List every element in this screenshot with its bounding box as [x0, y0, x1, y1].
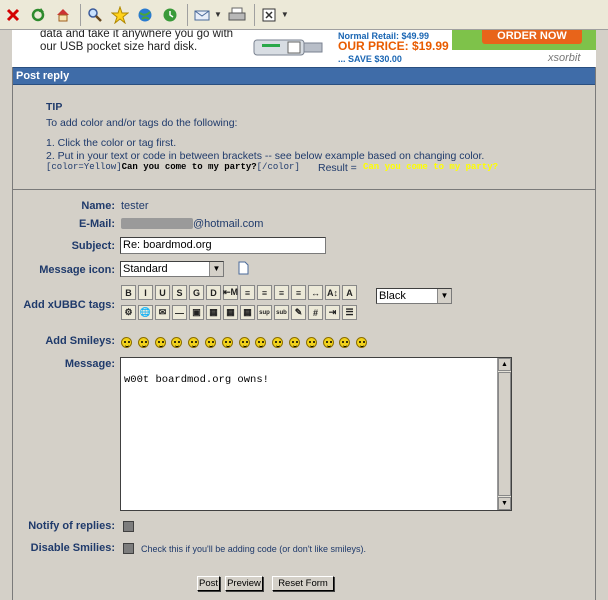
- media-icon[interactable]: [134, 4, 156, 26]
- favorites-icon[interactable]: [109, 4, 131, 26]
- banner-our-price: OUR PRICE: $19.99: [338, 39, 449, 53]
- disable-smilies-label: Disable Smilies:: [30, 542, 115, 554]
- ubbc-tag-button[interactable]: I: [138, 285, 153, 300]
- smiley-icon[interactable]: [171, 337, 182, 348]
- tip-title: TIP: [46, 101, 63, 113]
- ubbc-tag-button[interactable]: ≡: [291, 285, 306, 300]
- message-textarea[interactable]: [120, 357, 512, 511]
- tip-code-text: Can you come to my party?: [121, 162, 257, 172]
- ubbc-tag-button[interactable]: B: [121, 285, 136, 300]
- scroll-up-icon[interactable]: ▲: [498, 358, 511, 371]
- smileys-label: Add Smileys:: [45, 335, 115, 347]
- smiley-icon[interactable]: [155, 337, 166, 348]
- ubbc-tag-button[interactable]: ≡: [240, 285, 255, 300]
- home-icon[interactable]: [52, 4, 74, 26]
- subject-input[interactable]: Re: boardmod.org: [120, 237, 326, 254]
- smiley-icon[interactable]: [306, 337, 317, 348]
- message-icon-select[interactable]: [120, 261, 224, 277]
- color-select[interactable]: [376, 288, 452, 304]
- tip-result-label: Result =: [318, 162, 357, 174]
- ubbc-tag-button[interactable]: sup: [257, 305, 272, 320]
- notify-label: Notify of replies:: [28, 520, 115, 532]
- ubbc-tag-button[interactable]: 🌐: [138, 305, 153, 320]
- stop-icon[interactable]: [2, 4, 24, 26]
- ubbc-tag-button[interactable]: ✎: [291, 305, 306, 320]
- order-now-button[interactable]: ORDER NOW: [482, 30, 582, 44]
- chevron-down-icon[interactable]: ▼: [437, 289, 451, 303]
- refresh-icon[interactable]: [27, 4, 49, 26]
- chevron-down-icon[interactable]: ▼: [209, 262, 223, 276]
- toolbar-separator: [187, 4, 188, 26]
- browser-toolbar: [0, 0, 608, 30]
- subject-label: Subject:: [71, 240, 115, 252]
- email-suffix: @hotmail.com: [193, 218, 264, 230]
- post-reply-panel: [12, 67, 596, 600]
- post-button[interactable]: Post: [198, 578, 218, 589]
- print-icon[interactable]: [226, 4, 248, 26]
- ubbc-tag-button[interactable]: ⇥: [325, 305, 340, 320]
- ubbc-label: Add xUBBC tags:: [23, 299, 115, 311]
- smiley-icon[interactable]: [239, 337, 250, 348]
- message-text: w00t boardmod.org owns!: [124, 374, 269, 386]
- mail-icon[interactable]: [191, 4, 213, 26]
- section-divider: [13, 189, 595, 190]
- banner-ad[interactable]: [12, 30, 596, 67]
- ubbc-tag-button[interactable]: ≡: [257, 285, 272, 300]
- color-select-value: Black: [379, 290, 406, 302]
- ubbc-tag-button[interactable]: ↔: [308, 285, 323, 300]
- chevron-down-icon[interactable]: ▼: [214, 10, 222, 19]
- document-icon: [238, 261, 249, 275]
- ubbc-tag-button[interactable]: A↕: [325, 285, 340, 300]
- email-label: E-Mail:: [78, 218, 115, 230]
- reset-form-button[interactable]: Reset Form: [272, 576, 334, 591]
- smiley-icon[interactable]: [339, 337, 350, 348]
- ubbc-tag-button[interactable]: D: [206, 285, 221, 300]
- ubbc-tag-button[interactable]: ▦: [206, 305, 221, 320]
- smiley-icon[interactable]: [121, 337, 132, 348]
- tip-result-value: Can you come to my party?: [363, 162, 499, 172]
- preview-button[interactable]: Preview: [225, 576, 263, 591]
- notify-checkbox[interactable]: [123, 521, 134, 532]
- usb-drive-image: [252, 34, 328, 60]
- tip-code-close: [/color]: [256, 162, 300, 172]
- ubbc-tag-button[interactable]: S: [172, 285, 187, 300]
- ubbc-tag-button[interactable]: ≡: [274, 285, 289, 300]
- panel-title: Post reply: [13, 67, 595, 85]
- ubbc-tag-button[interactable]: ⚙: [121, 305, 136, 320]
- disable-smilies-checkbox[interactable]: [123, 543, 134, 554]
- ubbc-tag-button[interactable]: sub: [274, 305, 289, 320]
- smiley-icon[interactable]: [323, 337, 334, 348]
- ubbc-tag-button[interactable]: ⇤M: [223, 285, 238, 300]
- ubbc-tag-button[interactable]: ✉: [155, 305, 170, 320]
- history-icon[interactable]: [159, 4, 181, 26]
- email-redacted: [121, 218, 193, 229]
- smiley-icon[interactable]: [356, 337, 367, 348]
- banner-retail-price: Normal Retail: $49.99: [338, 31, 430, 41]
- toolbar-separator: [254, 4, 255, 26]
- chevron-down-icon[interactable]: ▼: [280, 10, 289, 19]
- scroll-thumb[interactable]: [498, 372, 511, 496]
- ubbc-tag-button[interactable]: ▦: [240, 305, 255, 320]
- ubbc-tag-button[interactable]: #: [308, 305, 323, 320]
- edit-icon[interactable]: [258, 4, 280, 26]
- smiley-icon[interactable]: [222, 337, 233, 348]
- banner-brand: xsorbit: [548, 52, 581, 64]
- message-icon-label: Message icon:: [39, 264, 115, 276]
- toolbar-separator: [80, 4, 81, 26]
- tip-code-open: [color=Yellow]: [46, 162, 122, 172]
- name-label: Name:: [81, 200, 115, 212]
- scrollbar[interactable]: [497, 358, 511, 510]
- banner-savings: ... SAVE $30.00: [338, 54, 402, 64]
- tip-step-1: 1. Click the color or tag first.: [46, 137, 177, 149]
- tip-section: [46, 101, 484, 162]
- ubbc-tag-button[interactable]: ▣: [189, 305, 204, 320]
- smiley-icon[interactable]: [272, 337, 283, 348]
- message-icon-value: Standard: [123, 263, 168, 275]
- ubbc-tag-button[interactable]: G: [189, 285, 204, 300]
- tip-step-2: 2. Put in your text or code in between brackets -- see below example based on changing color.: [46, 149, 485, 162]
- tip-code-example: [46, 162, 300, 172]
- banner-text: data and take it anywhere you go with our USB pocket size hard disk.: [40, 30, 234, 53]
- smiley-icon[interactable]: [188, 337, 199, 348]
- ubbc-tag-button[interactable]: ☰: [342, 305, 357, 320]
- ubbc-tag-button[interactable]: ▦: [223, 305, 238, 320]
- disable-smilies-note: Check this if you'll be adding code (or don't like smileys).: [141, 544, 367, 554]
- smiley-icon[interactable]: [289, 337, 300, 348]
- smiley-icon[interactable]: [205, 337, 216, 348]
- ubbc-tag-button[interactable]: A: [342, 285, 357, 300]
- search-icon[interactable]: [84, 4, 106, 26]
- scroll-down-icon[interactable]: ▼: [498, 497, 511, 510]
- name-value: tester: [121, 200, 149, 212]
- ubbc-tag-button[interactable]: U: [155, 285, 170, 300]
- tip-intro: To add color and/or tags do the following:: [46, 116, 238, 129]
- ubbc-tag-button[interactable]: —: [172, 305, 187, 320]
- smiley-icon[interactable]: [138, 337, 149, 348]
- smiley-icon[interactable]: [255, 337, 266, 348]
- message-label: Message:: [64, 358, 115, 370]
